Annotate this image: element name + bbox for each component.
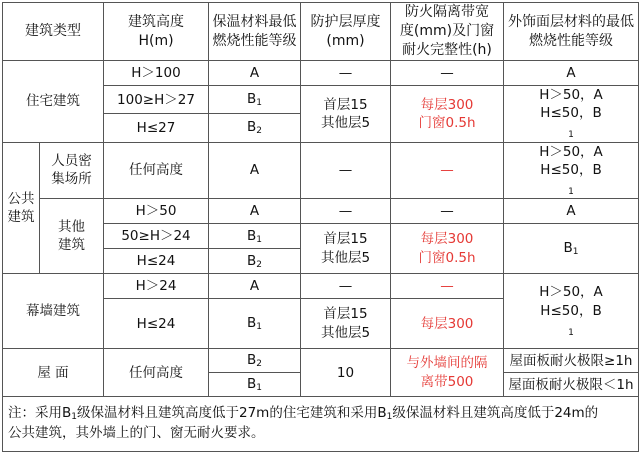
firebreak-cell: — bbox=[391, 274, 504, 299]
facade-level-cell: H＞50，A H≤50，B $_1$ bbox=[504, 142, 639, 199]
height-cell: H≤24 bbox=[104, 249, 209, 274]
protective-layer-cell: — bbox=[301, 274, 391, 299]
height-cell: H≤24 bbox=[104, 299, 209, 349]
firebreak-cell: — bbox=[391, 199, 504, 224]
insulation-level-cell: $B_1$ bbox=[209, 299, 301, 349]
protective-layer-cell: — bbox=[301, 142, 391, 199]
firebreak-cell: 每层300 门窗0.5h bbox=[391, 224, 504, 274]
facade-level-cell: A bbox=[504, 61, 639, 86]
facade-level-cell: 屋面板耐火极限≥1h bbox=[504, 349, 639, 373]
header-building-type: 建筑类型 bbox=[3, 3, 104, 61]
firebreak-cell: — bbox=[391, 142, 504, 199]
insulation-level-cell: $B_1$ bbox=[209, 373, 301, 397]
height-cell: H＞24 bbox=[104, 274, 209, 299]
protective-layer-cell: 首层15 其他层5 bbox=[301, 224, 391, 274]
protective-layer-cell: — bbox=[301, 61, 391, 86]
residential-label: 住宅建筑 bbox=[3, 61, 104, 143]
insulation-level-cell: A bbox=[209, 199, 301, 224]
table-row bbox=[3, 274, 639, 299]
note-row bbox=[3, 397, 639, 452]
protective-layer-cell: 首层15 其他层5 bbox=[301, 86, 391, 143]
height-cell: H≤27 bbox=[104, 114, 209, 142]
firebreak-cell: 每层300 门窗0.5h bbox=[391, 86, 504, 143]
roof-label: 屋 面 bbox=[3, 349, 104, 397]
insulation-level-cell: $B_2$ bbox=[209, 349, 301, 373]
height-cell: 50≥H＞24 bbox=[104, 224, 209, 249]
facade-level-cell: 屋面板耐火极限＜1h bbox=[504, 373, 639, 397]
protective-layer-cell: 首层15 其他层5 bbox=[301, 299, 391, 349]
facade-level-cell: H＞50，A H≤50，B $_1$ bbox=[504, 274, 639, 349]
height-cell: 100≥H＞27 bbox=[104, 86, 209, 114]
insulation-level-cell: A bbox=[209, 274, 301, 299]
header-row bbox=[3, 3, 639, 61]
firebreak-cell: — bbox=[391, 61, 504, 86]
protective-layer-cell: 10 bbox=[301, 349, 391, 397]
fire-insulation-table bbox=[2, 2, 639, 452]
table-row bbox=[3, 61, 639, 86]
other-building-label: 其他 建筑 bbox=[40, 199, 104, 274]
header-height: 建筑高度 H(m) bbox=[104, 3, 209, 61]
table-note: 注：采用$B_1$级保温材料且建筑高度低于27m的住宅建筑和采用$B_1$级保温材料且建筑高度低于24m的 公共建筑，其外墙上的门、窗无耐火要求。 bbox=[3, 397, 639, 452]
facade-level-cell: H＞50，A H≤50，B $_1$ bbox=[504, 86, 639, 143]
table-row bbox=[3, 142, 639, 199]
crowded-place-label: 人员密 集场所 bbox=[40, 142, 104, 199]
firebreak-cell: 每层300 bbox=[391, 299, 504, 349]
header-insulation-level: 保温材料最低 燃烧性能等级 bbox=[209, 3, 301, 61]
facade-level-cell: A bbox=[504, 199, 639, 224]
header-facade-level: 外饰面层材料的最低 燃烧性能等级 bbox=[504, 3, 639, 61]
insulation-level-cell: $B_2$ bbox=[209, 114, 301, 142]
height-cell: 任何高度 bbox=[104, 349, 209, 397]
firebreak-cell: 与外墙间的隔 离带500 bbox=[391, 349, 504, 397]
public-building-label: 公共 建筑 bbox=[3, 142, 40, 274]
header-firebreak: 防火隔离带宽 度(mm)及门窗 耐火完整性(h) bbox=[391, 3, 504, 61]
insulation-level-cell: A bbox=[209, 61, 301, 86]
table-row bbox=[3, 199, 639, 224]
height-cell: H＞100 bbox=[104, 61, 209, 86]
insulation-level-cell: A bbox=[209, 142, 301, 199]
height-cell: 任何高度 bbox=[104, 142, 209, 199]
facade-level-cell: $B_1$ bbox=[504, 224, 639, 274]
insulation-level-cell: $B_1$ bbox=[209, 86, 301, 114]
curtain-wall-label: 幕墙建筑 bbox=[3, 274, 104, 349]
insulation-level-cell: $B_2$ bbox=[209, 249, 301, 274]
table-row bbox=[3, 349, 639, 373]
header-protective-layer: 防护层厚度 (mm) bbox=[301, 3, 391, 61]
insulation-level-cell: $B_1$ bbox=[209, 224, 301, 249]
protective-layer-cell: — bbox=[301, 199, 391, 224]
height-cell: H＞50 bbox=[104, 199, 209, 224]
